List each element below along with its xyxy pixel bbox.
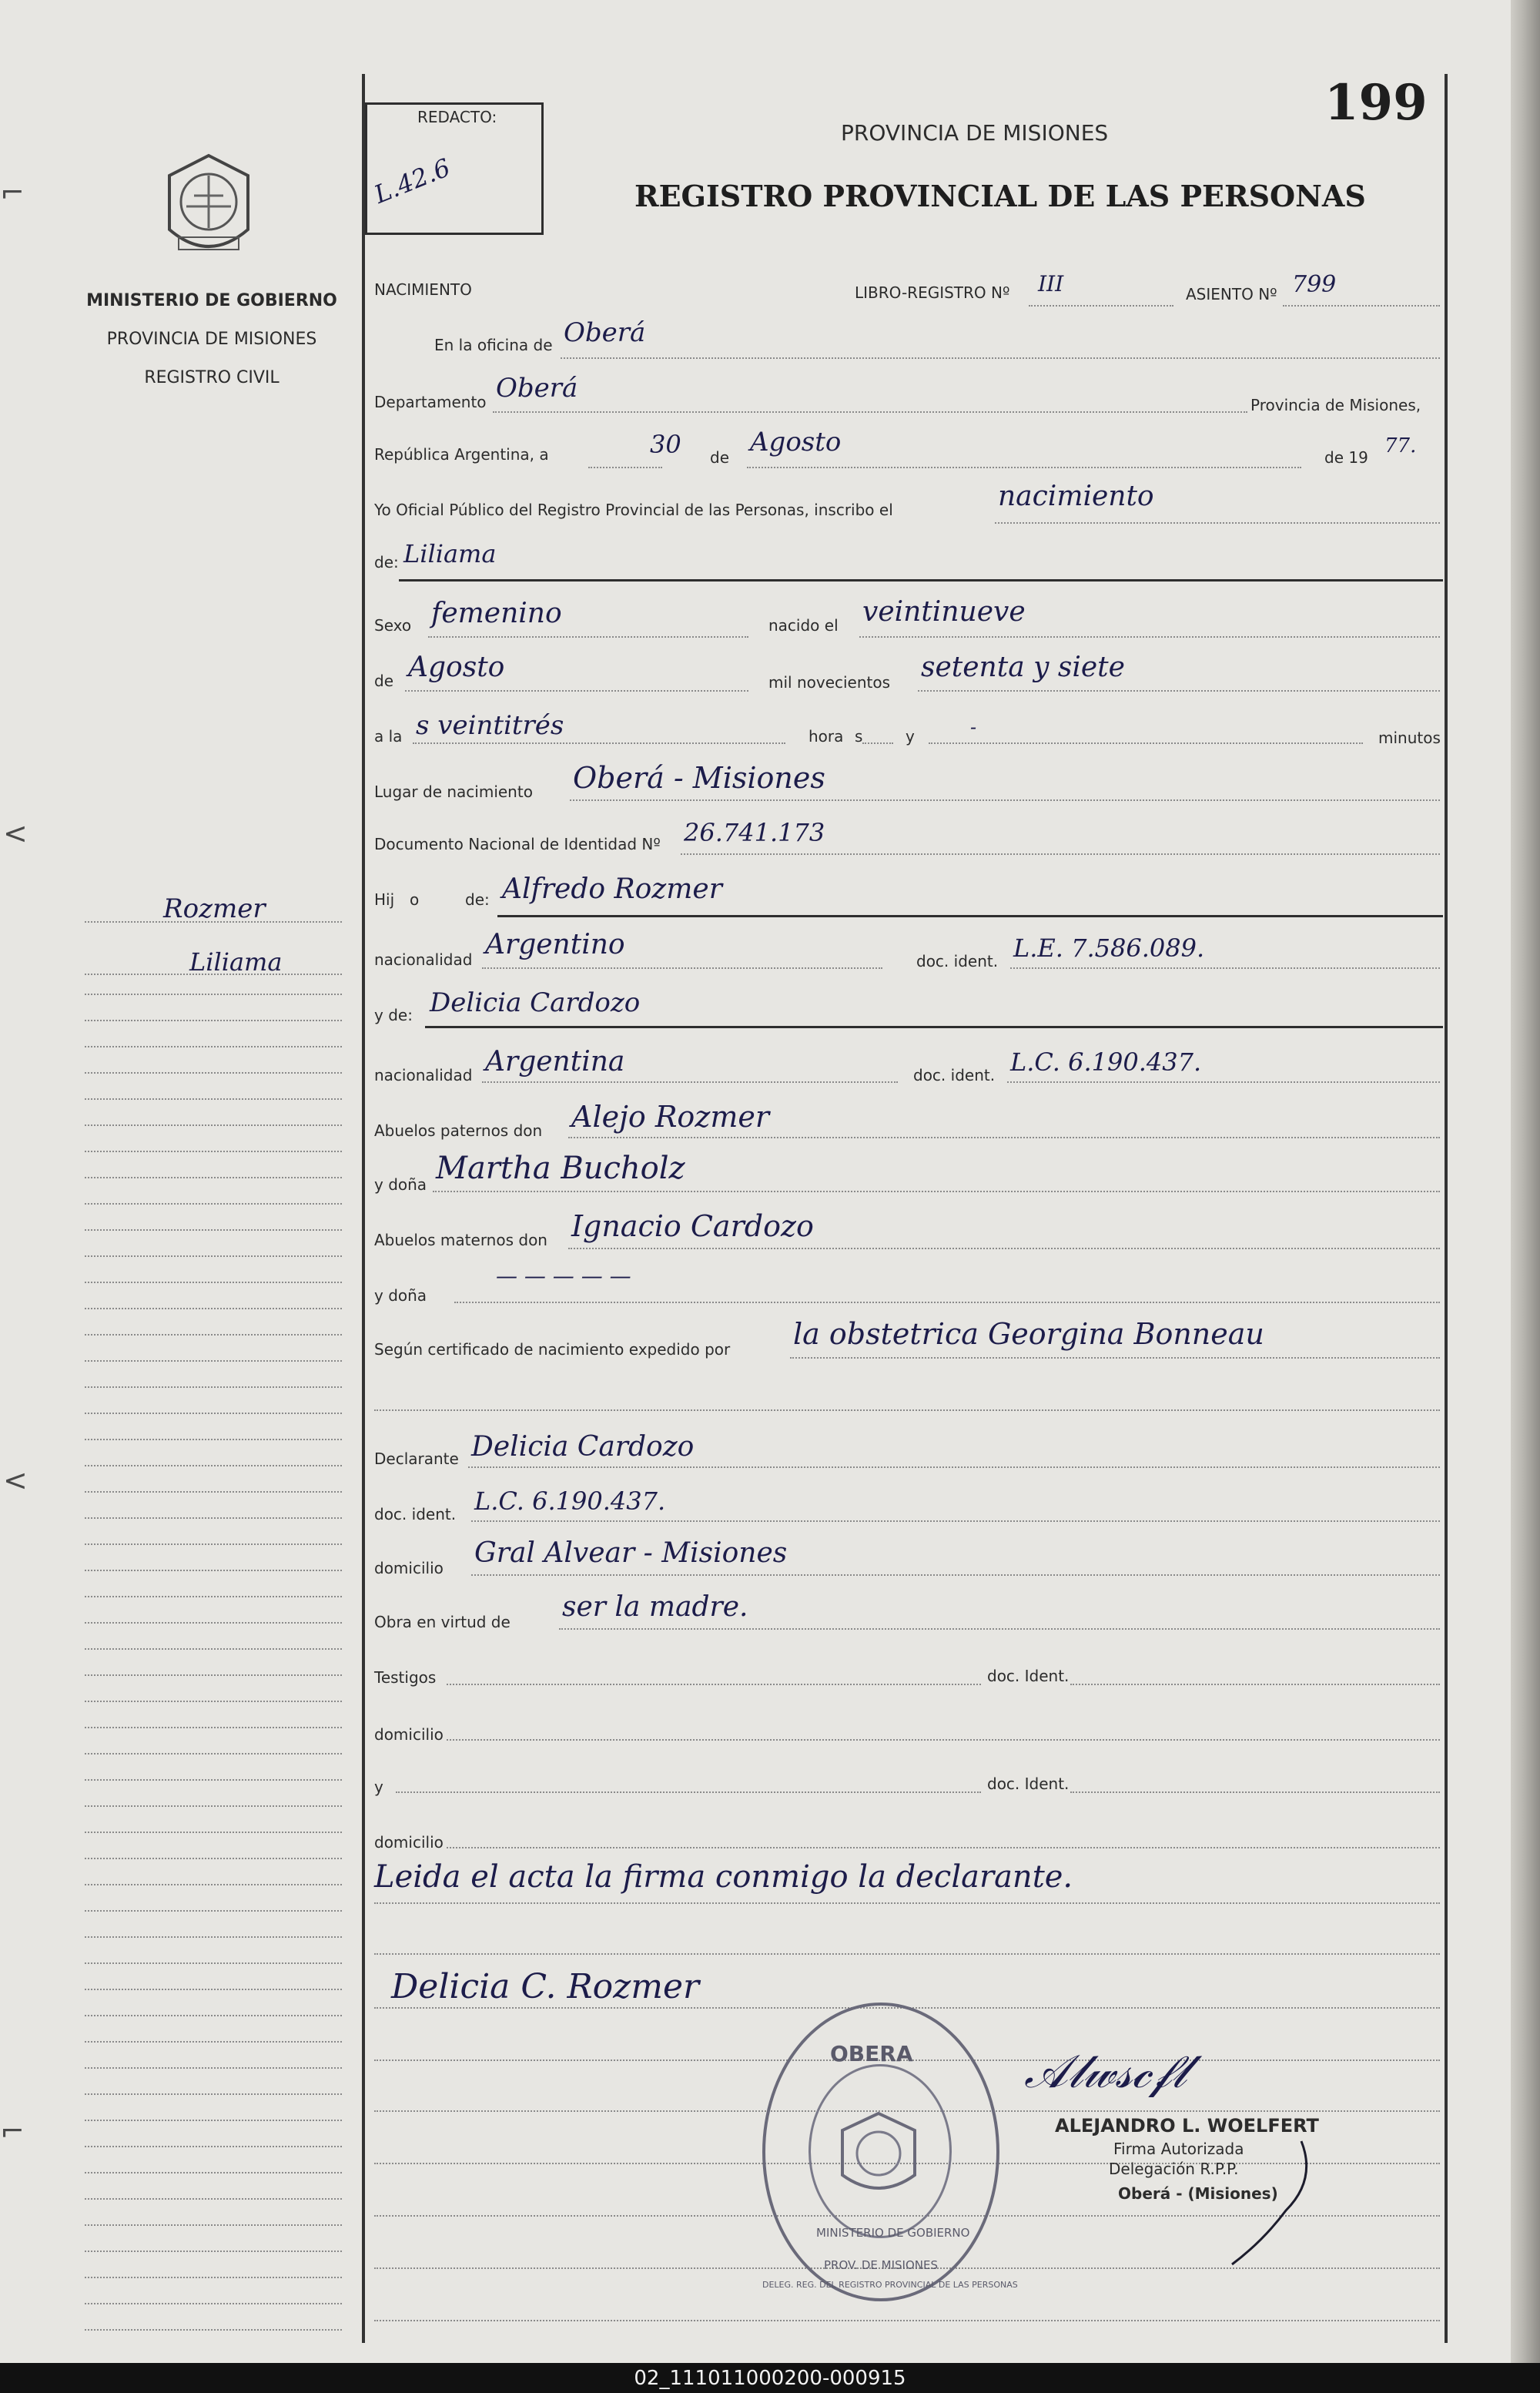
sidebar-dotted-line bbox=[85, 2251, 342, 2252]
sidebar-dotted-line bbox=[85, 1020, 342, 1021]
stamp-seal-icon bbox=[836, 2110, 921, 2203]
sidebar-dotted-line bbox=[85, 1360, 342, 1362]
label-obra-label: Obra en virtud de bbox=[374, 1613, 511, 1631]
value-declarante-value: Delicia Cardozo bbox=[471, 1431, 695, 1463]
label-nacido-label: nacido el bbox=[768, 616, 839, 635]
left-margin-line bbox=[362, 74, 365, 2343]
stamp-ministry: MINISTERIO DE GOBIERNO bbox=[816, 2226, 970, 2240]
value-nacido-mes: Agosto bbox=[408, 652, 505, 683]
sidebar-dotted-line bbox=[85, 1465, 342, 1466]
label-departamento-label: Departamento bbox=[374, 393, 487, 411]
dotted-fill-line bbox=[570, 799, 1440, 801]
right-margin-line bbox=[1445, 74, 1448, 2343]
label-nacimiento-label: NACIMIENTO bbox=[374, 280, 472, 299]
sidebar-dotted-line bbox=[85, 1674, 342, 1676]
ministry-seal bbox=[163, 152, 254, 263]
sidebar-dotted-line bbox=[85, 994, 342, 995]
dotted-fill-line bbox=[413, 742, 785, 744]
page-title: REGISTRO PROVINCIAL DE LAS PERSONAS bbox=[634, 179, 1366, 213]
sidebar-dotted-line bbox=[85, 1805, 342, 1807]
label-testigos-label: Testigos bbox=[374, 1668, 437, 1687]
sidebar-dotted-line bbox=[85, 921, 342, 923]
label-sexo-label: Sexo bbox=[374, 616, 412, 635]
label-domicilio2-label: domicilio bbox=[374, 1725, 444, 1744]
sidebar-dotted-line bbox=[85, 2146, 342, 2147]
dotted-fill-line bbox=[1283, 305, 1440, 307]
dotted-fill-line bbox=[1007, 1081, 1440, 1083]
label-lugar-label: Lugar de nacimiento bbox=[374, 783, 533, 801]
value-abuelo-mat-value: Ignacio Cardozo bbox=[571, 1209, 814, 1243]
value-nac-madre-value: Argentina bbox=[485, 1046, 625, 1078]
sidebar-dotted-line bbox=[85, 1701, 342, 1702]
label-hijo-label: Hij bbox=[374, 890, 395, 909]
label-hora-label: hora bbox=[808, 727, 844, 746]
sidebar-dotted-line bbox=[85, 1046, 342, 1047]
value-abuelo-pat-value: Alejo Rozmer bbox=[571, 1100, 770, 1134]
sidebar-dotted-line bbox=[85, 1779, 342, 1781]
sidebar-dotted-line bbox=[85, 2172, 342, 2173]
label-doc-madre-label: doc. ident. bbox=[913, 1066, 996, 1084]
label-dni-label: Documento Nacional de Identidad Nº bbox=[374, 835, 661, 853]
dotted-fill-line bbox=[374, 1953, 1440, 1955]
value-leida-value: Leida el acta la firma conmigo la declarante. bbox=[374, 1859, 1073, 1895]
sidebar-dotted-line bbox=[85, 1098, 342, 1100]
official-signature-scrawl: 𝒜𝓁𝓌𝓈𝒸𝒻𝓁 bbox=[1024, 2045, 1187, 2099]
value-departamento-value: Oberá bbox=[496, 373, 578, 404]
dotted-fill-line bbox=[374, 1409, 1440, 1411]
value-madre-value: Delicia Cardozo bbox=[430, 987, 641, 1018]
dotted-fill-line bbox=[681, 853, 1440, 855]
sidebar-dotted-line bbox=[85, 1832, 342, 1833]
label-certificado-label: Según certificado de nacimiento expedido por bbox=[374, 1340, 731, 1359]
signatory-name: ALEJANDRO L. WOELFERT bbox=[1055, 2115, 1319, 2137]
label-de-nombre-label: de: bbox=[374, 553, 399, 571]
sidebar-dotted-line bbox=[85, 1517, 342, 1519]
label-doc-decl-label: doc. ident. bbox=[374, 1505, 457, 1523]
dotted-fill-line bbox=[447, 1847, 1440, 1848]
sidebar-dotted-line bbox=[85, 1177, 342, 1178]
sidebar-dotted-line bbox=[85, 2198, 342, 2200]
label-abuelos-mat-label: Abuelos maternos don bbox=[374, 1231, 547, 1249]
redacto-value: L.42.6 bbox=[370, 152, 455, 209]
sidebar-dotted-line bbox=[85, 1543, 342, 1545]
sidebar-dotted-line bbox=[85, 1255, 342, 1257]
sidebar-dotted-line bbox=[85, 1884, 342, 1885]
label-a-la-label: a la bbox=[374, 727, 403, 746]
dotted-fill-line bbox=[1070, 1791, 1440, 1793]
value-inscribo-value: nacimiento bbox=[998, 481, 1154, 512]
sidebar-dotted-line bbox=[85, 1282, 342, 1283]
binding-mark: < bbox=[3, 816, 28, 850]
value-doc-padre-value: L.E. 7.586.089. bbox=[1013, 933, 1205, 963]
value-certificado-value: la obstetrica Georgina Bonneau bbox=[793, 1317, 1264, 1351]
value-domicilio-value: Gral Alvear - Misiones bbox=[474, 1537, 788, 1569]
dotted-fill-line bbox=[862, 742, 893, 744]
value-hora-value: s veintitrés bbox=[416, 710, 564, 741]
dotted-fill-line bbox=[995, 522, 1440, 524]
dotted-fill-line bbox=[447, 1684, 981, 1685]
value-libro-value: III bbox=[1038, 271, 1064, 297]
sidebar-dotted-line bbox=[85, 1910, 342, 1912]
dotted-fill-line bbox=[859, 636, 1440, 638]
sidebar-dotted-line bbox=[85, 2329, 342, 2331]
label-doc-padre-label: doc. ident. bbox=[916, 952, 999, 970]
value-oficina-value: Oberá bbox=[564, 317, 646, 348]
binding-mark: ⌐ bbox=[0, 2114, 25, 2148]
value-abuela-pat-value: Martha Bucholz bbox=[436, 1151, 685, 1186]
dotted-fill-line bbox=[493, 411, 1247, 413]
dotted-fill-line bbox=[433, 1191, 1440, 1192]
dotted-fill-line bbox=[471, 1520, 1440, 1522]
signatory-role: Firma Autorizada bbox=[1113, 2140, 1244, 2158]
label-declarante-label: Declarante bbox=[374, 1450, 459, 1468]
sidebar-dotted-line bbox=[85, 1386, 342, 1388]
sidebar-dotted-line bbox=[85, 2120, 342, 2121]
dotted-fill-line bbox=[559, 1628, 1440, 1630]
sidebar-dotted-line bbox=[85, 2277, 342, 2278]
value-lugar-value: Oberá - Misiones bbox=[573, 761, 825, 795]
label-y2-label: y bbox=[374, 1778, 383, 1796]
label-de-mes-label: de bbox=[374, 672, 393, 690]
value-doc-decl-value: L.C. 6.190.437. bbox=[474, 1486, 666, 1516]
value-doc-madre-value: L.C. 6.190.437. bbox=[1010, 1047, 1202, 1077]
solid-divider bbox=[497, 915, 1443, 917]
label-republica-label: República Argentina, a bbox=[374, 445, 549, 464]
dotted-fill-line bbox=[568, 1248, 1440, 1249]
label-de-year-label: de 19 bbox=[1324, 448, 1368, 467]
value-obra-value: ser la madre. bbox=[562, 1591, 748, 1623]
redacto-label: REDACTO: bbox=[417, 108, 497, 126]
label-domicilio-label: domicilio bbox=[374, 1559, 444, 1577]
sidebar-dotted-line bbox=[85, 1334, 342, 1336]
sidebar-province: PROVINCIA DE MISIONES bbox=[106, 330, 317, 349]
label-de-label: de bbox=[710, 448, 729, 467]
sidebar-dotted-line bbox=[85, 974, 342, 975]
book-page-edge bbox=[1511, 0, 1540, 2363]
sidebar-dotted-line bbox=[85, 1858, 342, 1859]
dotted-fill-line bbox=[428, 636, 748, 638]
label-madre-label: y de: bbox=[374, 1006, 413, 1024]
sidebar-dotted-line bbox=[85, 2224, 342, 2226]
signature-flourish bbox=[1201, 2133, 1324, 2275]
dotted-fill-line bbox=[454, 1302, 1440, 1303]
sidebar-dotted-line bbox=[85, 2303, 342, 2304]
value-dni-value: 26.741.173 bbox=[684, 818, 825, 847]
sidebar-dotted-line bbox=[85, 1648, 342, 1650]
sidebar-dotted-line bbox=[85, 1570, 342, 1571]
value-minutos-value: - bbox=[970, 716, 977, 738]
dotted-fill-line bbox=[482, 967, 882, 969]
label-mil-label: mil novecientos bbox=[768, 673, 891, 692]
label-abuelos-pat-label: Abuelos paternos don bbox=[374, 1121, 543, 1140]
sidebar-dotted-line bbox=[85, 1439, 342, 1440]
sidebar-dotted-line bbox=[85, 2093, 342, 2095]
label-y-label: y bbox=[906, 727, 915, 746]
value-nac-padre-value: Argentino bbox=[485, 929, 625, 960]
dotted-fill-line bbox=[929, 742, 1363, 744]
value-fecha-dia: 30 bbox=[650, 430, 681, 459]
value-asiento-value: 799 bbox=[1292, 271, 1337, 298]
sidebar-note-name: Liliama bbox=[189, 947, 283, 977]
header-province: PROVINCIA DE MISIONES bbox=[841, 120, 1109, 146]
dotted-fill-line bbox=[447, 1739, 1440, 1741]
sidebar-dotted-line bbox=[85, 1622, 342, 1624]
binding-mark: < bbox=[3, 1463, 28, 1497]
label-nac-madre-label: nacionalidad bbox=[374, 1066, 473, 1084]
dotted-fill-line bbox=[1029, 305, 1173, 307]
value-firma-declarante: Delicia C. Rozmer bbox=[391, 1967, 700, 2006]
sidebar-note-surname: Rozmer bbox=[163, 893, 266, 924]
stamp-outer-text: DELEG. REG. DEL REGISTRO PROVINCIAL DE LAS PERSONAS bbox=[762, 2280, 1018, 2290]
sidebar-dotted-line bbox=[85, 1413, 342, 1414]
value-abuela-mat-value: — — — — — bbox=[496, 1263, 631, 1289]
value-nacido-anio: setenta y siete bbox=[921, 652, 1125, 683]
value-padre-value: Alfredo Rozmer bbox=[502, 873, 722, 905]
sidebar-dotted-line bbox=[85, 1989, 342, 1990]
label-hora-suffix: s bbox=[855, 727, 863, 746]
sidebar-dotted-line bbox=[85, 1072, 342, 1074]
label-hijo-suffix: o bbox=[410, 890, 420, 909]
dotted-fill-line bbox=[471, 1574, 1440, 1576]
sidebar-registry: REGISTRO CIVIL bbox=[144, 368, 280, 387]
label-abuela-mat-label: y doña bbox=[374, 1286, 427, 1305]
signatory-place: Oberá - (Misiones) bbox=[1118, 2184, 1278, 2203]
sidebar-dotted-line bbox=[85, 2067, 342, 2069]
dotted-fill-line bbox=[1070, 1684, 1440, 1685]
binding-mark: ⌐ bbox=[0, 176, 25, 209]
value-nombre-value: Liliama bbox=[403, 539, 497, 568]
sidebar-dotted-line bbox=[85, 1936, 342, 1938]
dotted-fill-line bbox=[561, 357, 1440, 359]
sidebar-dotted-line bbox=[85, 1229, 342, 1231]
sidebar-dotted-line bbox=[85, 2015, 342, 2016]
label-minutos-label: minutos bbox=[1378, 729, 1441, 747]
label-asiento-label: ASIENTO Nº bbox=[1186, 285, 1277, 303]
value-sexo-value: femenino bbox=[431, 598, 562, 629]
stamp-prov: PROV. DE MISIONES bbox=[824, 2258, 939, 2272]
dotted-fill-line bbox=[482, 1081, 898, 1083]
sidebar-dotted-line bbox=[85, 1753, 342, 1755]
sidebar-dotted-line bbox=[85, 2041, 342, 2043]
label-oficina-label: En la oficina de bbox=[434, 336, 553, 354]
dotted-fill-line bbox=[1010, 967, 1440, 969]
sidebar-ministry: MINISTERIO DE GOBIERNO bbox=[86, 291, 337, 310]
label-provincia-suffix: Provincia de Misiones, bbox=[1250, 396, 1421, 414]
value-fecha-anio: 77. bbox=[1384, 434, 1417, 457]
sidebar-dotted-line bbox=[85, 1124, 342, 1126]
solid-divider bbox=[399, 579, 1443, 581]
value-nacido-dia: veintinueve bbox=[862, 596, 1026, 628]
sidebar-dotted-line bbox=[85, 1962, 342, 1964]
stamp-city: OBERA bbox=[830, 2041, 913, 2066]
dotted-fill-line bbox=[396, 1791, 981, 1793]
label-libro-label: LIBRO-REGISTRO Nº bbox=[855, 283, 1010, 302]
label-padre-label: de: bbox=[465, 890, 490, 909]
dotted-fill-line bbox=[405, 690, 748, 692]
label-doc-ident2-label: doc. Ident. bbox=[987, 1775, 1070, 1793]
dotted-fill-line bbox=[374, 2320, 1440, 2321]
label-inscribo-label: Yo Oficial Público del Registro Provincial de las Personas, inscribo el bbox=[374, 501, 893, 519]
signatory-delegation: Delegación R.P.P. bbox=[1109, 2160, 1239, 2178]
sidebar-dotted-line bbox=[85, 1203, 342, 1205]
label-domicilio3-label: domicilio bbox=[374, 1833, 444, 1852]
page-number: 199 bbox=[1324, 74, 1428, 132]
dotted-fill-line bbox=[374, 1902, 1440, 1904]
footer-id: 02_111011000200-000915 bbox=[634, 2367, 906, 2390]
dotted-fill-line bbox=[747, 467, 1301, 468]
value-fecha-mes: Agosto bbox=[750, 427, 842, 457]
label-nac-padre-label: nacionalidad bbox=[374, 950, 473, 969]
sidebar-dotted-line bbox=[85, 1308, 342, 1309]
sidebar-dotted-line bbox=[85, 1151, 342, 1152]
solid-divider bbox=[425, 1026, 1443, 1028]
sidebar-dotted-line bbox=[85, 1491, 342, 1493]
dotted-fill-line bbox=[918, 690, 1440, 692]
dotted-fill-line bbox=[790, 1357, 1440, 1359]
sidebar-dotted-line bbox=[85, 1727, 342, 1728]
dotted-fill-line bbox=[568, 1137, 1440, 1138]
dotted-fill-line bbox=[588, 467, 662, 468]
label-doc-ident-label: doc. Ident. bbox=[987, 1667, 1070, 1685]
sidebar-dotted-line bbox=[85, 1596, 342, 1597]
label-abuela-pat-label: y doña bbox=[374, 1175, 427, 1194]
dotted-fill-line bbox=[468, 1466, 1440, 1468]
